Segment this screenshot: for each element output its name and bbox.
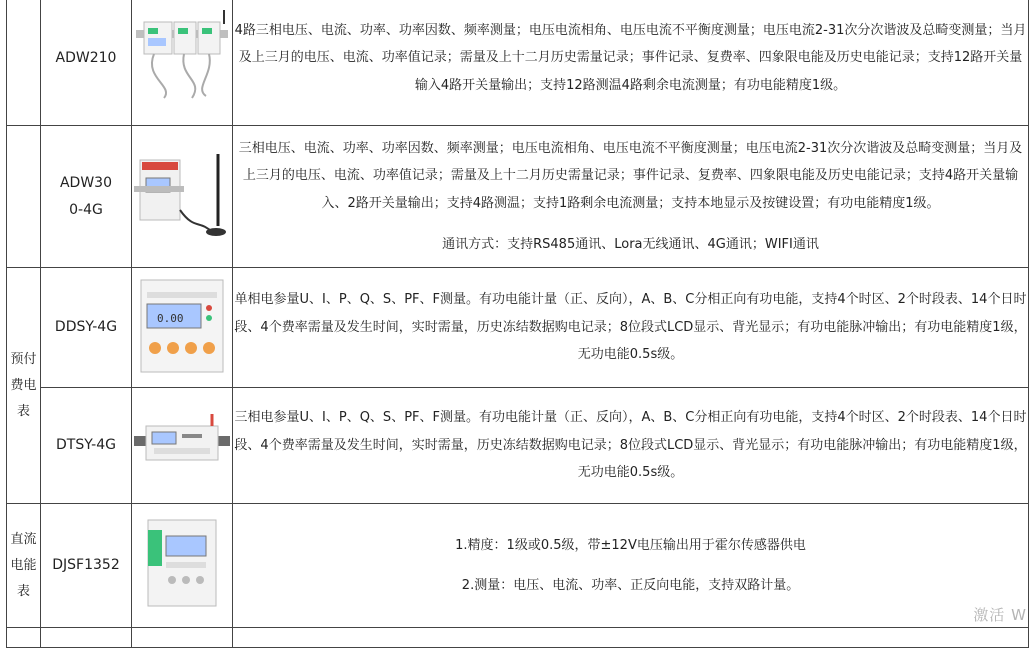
table-row: [7, 126, 1029, 268]
description-cell: [233, 268, 1029, 388]
product-image-cell: [132, 504, 233, 628]
table-row: [7, 388, 1029, 504]
product-spec-table: [6, 0, 1029, 648]
dtsy-device-image: [134, 404, 230, 484]
adw300-device-image: [134, 150, 230, 240]
svg-text:0.00: 0.00: [157, 311, 184, 325]
category-label: 预付费电表: [10, 351, 37, 419]
description-cell: [233, 504, 1029, 628]
djsf-device-image: [142, 516, 222, 612]
model-cell: [41, 126, 132, 268]
ddsy-device-image: [137, 278, 227, 374]
description-text: 三相电参量U、I、P、Q、S、PF、F测量。有功电能计量（正、反向），A、B、C分相正向有功电能，支持4个时区、2个时段表、14个日时段、4个费率需量及发生时间，实时需量，历史冻结数据购电记录；8位段式LCD显示、背光显示；有功电能脉冲输出；有功电能精度1级，无功电能0.5s级。: [234, 410, 1027, 481]
table-row: [7, 628, 1029, 648]
description-cell: [233, 628, 1029, 648]
category-cell-dc: [7, 504, 41, 628]
description-cell: [233, 388, 1029, 504]
product-image-cell: [132, 0, 233, 126]
description-text: 单相电参量U、I、P、Q、S、PF、F测量。有功电能计量（正、反向），A、B、C分相正向有功电能，支持4个时区、2个时段表、14个日时段、4个费率需量及发生时间，实时需量，历史冻结数据购电记录；8位段式LCD显示、背光显示；有功电能脉冲输出；有功电能精度1级，无功电能0.5s级。: [234, 292, 1027, 363]
product-image-cell: [132, 388, 233, 504]
category-cell-prepaid: [7, 268, 41, 504]
communication-text: 通讯方式：支持RS485通讯、Lora无线通讯、4G通讯；WIFI通讯: [442, 237, 819, 252]
spec-item-measurement: 2.测量：电压、电流、功率、正反向电能，支持双路计量。: [461, 577, 800, 593]
product-image-cell: [132, 268, 233, 388]
product-image-cell: [132, 126, 233, 268]
category-cell: [7, 628, 41, 648]
table-row: [7, 504, 1029, 628]
table-row: [7, 0, 1029, 126]
model-cell: DTSY-4G: [41, 388, 132, 504]
model-cell: DDSY-4G: [41, 268, 132, 388]
table-row: [7, 268, 1029, 388]
model-cell: [41, 628, 132, 648]
model-name: ADW300-4G: [59, 174, 112, 218]
model-cell: DJSF1352: [41, 504, 132, 628]
adw210-device-image: [134, 8, 230, 104]
category-cell: [7, 126, 41, 268]
description-cell: [233, 126, 1029, 268]
product-image-cell: [132, 628, 233, 648]
model-cell: ADW210: [41, 0, 132, 126]
category-cell: [7, 0, 41, 126]
description-text: 三相电压、电流、功率、功率因数、频率测量；电压电流相角、电压电流不平衡度测量；电压电流2-31次分次谐波及总畸变测量；当月及上三月的电压、电流、功率值记录；需量及上十二月历史需量记录；事件记录、复费率、四象限电能及历史电能记录；支持4路开关量输入、2路开关量输出；支持4路测温；支持1路剩余电流测量；支持本地显示及按键设置；有功电能精度1级。: [238, 140, 1023, 211]
category-label: 直流电能表: [10, 531, 37, 599]
spec-item-accuracy: 1.精度：1级或0.5级，带±12V电压输出用于霍尔传感器供电: [455, 538, 806, 553]
activation-watermark: 激活 W: [973, 606, 1027, 624]
description-cell: [233, 0, 1029, 126]
description-text: 4路三相电压、电流、功率、功率因数、频率测量；电压电流相角、电压电流不平衡度测量；电压电流2-31次分次谐波及总畸变测量；当月及上三月的电压、电流、功率值记录；需量及上十二月历史需量记录；事件记录、复费率、四象限电能及历史电能记录；支持12路开关量输入4路开关量输出；支持12路测温4路剩余电流测量；有功电能精度1级。: [234, 22, 1027, 93]
